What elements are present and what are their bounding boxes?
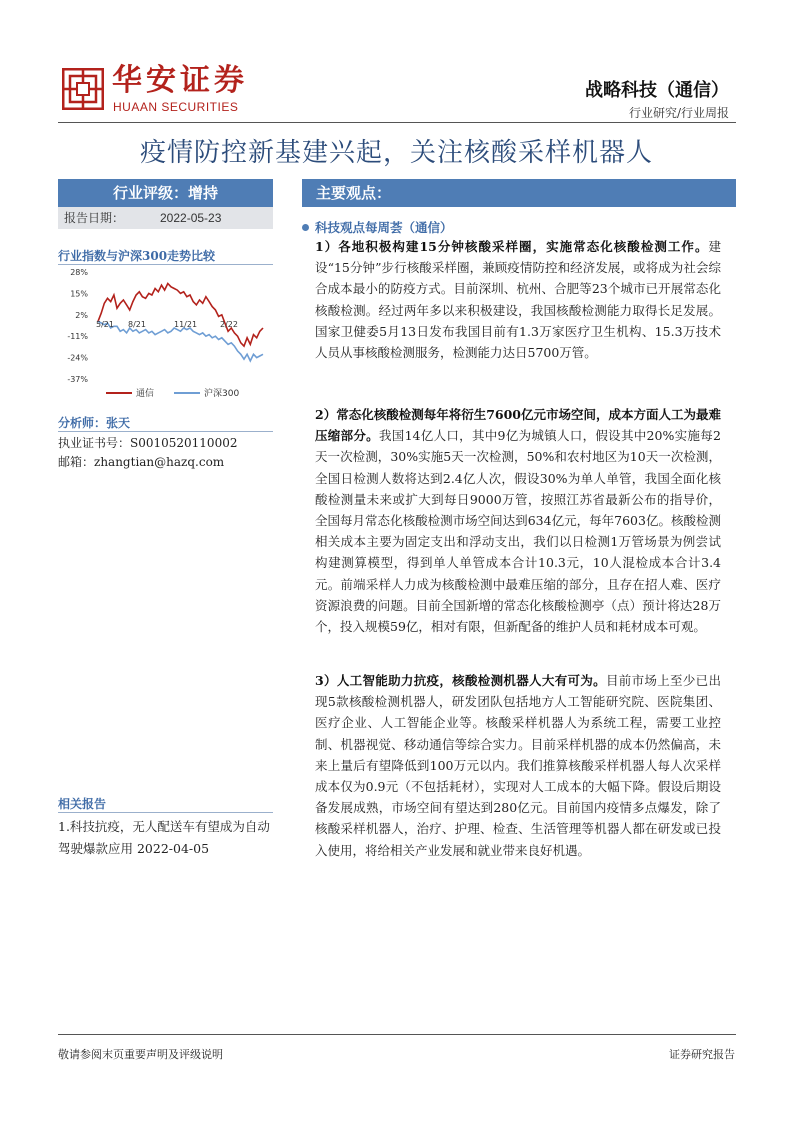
brand-name-cn: 华安证券 [112,63,248,98]
point-1-body: 建设“15分钟”步行核酸采样圈，兼顾疫情防控和经济发展，或将成为社会综合成本最小的防疫方式。目前深圳、杭州、合肥等23个城市已开展常态化核酸检测。经过两年多以来积极建设，我国核酸检测能力取得长足发展。国家卫健委5月13日发布我国目前有1.3万家医疗卫生机构、15.3万技术人员从事核酸检测服务，检测能力达日5700万管。 [315,239,721,361]
telecom-index-line [98,284,263,347]
report-date-row [58,207,273,229]
industry-rating: 行业评级：增持 [58,179,273,207]
point-2-paragraph [315,404,721,637]
key-points-header: 主要观点： [302,179,736,207]
company-logo [62,68,104,110]
y-tick-label: -11% [67,332,88,342]
y-tick-label: 2% [75,310,88,320]
x-tick-label: 8/21 [128,319,146,329]
analyst-rule [58,431,273,432]
report-headline: 疫情防控新基建兴起，关注核酸采样机器人 [139,138,653,168]
related-report-item[interactable]: 1.科技抗疫，无人配送车有望成为自动驾驶爆款应用 2022-04-05 [58,819,270,856]
analyst-title: 分析师：张天 [58,416,131,430]
chart-title: 行业指数与沪深300走势比较 [58,249,216,263]
header-divider [58,122,736,123]
footer-disclaimer: 敬请参阅末页重要声明及评级说明 [58,1048,223,1061]
point-2-body: 我国14亿人口，其中9亿为城镇人口，假设其中20%实施每2天一次检测，30%实施5天一次检测，50%和农村地区为10天一次检测，全国日检测人数将达到2.4亿人次，假设30%为单人单管，我国全面化核酸检测量未来或扩大到每日9000万管，按照江苏省最新公布的指导价，全国每月常态化核酸检测市场空间达到634亿元，每年7603亿。核酸检测相关成本主要为固定支出和浮动支出，我们以日检测1万管场景为例尝试构建测算模型，得到单人单管成本合计10.3元，10人混检成本合计3.4元。前端采样人力成为核酸检测中最难压缩的部分，且存在招人难、医疗资源浪费的问题。目前全国新增的常态化核酸检测亭（点）预计将达28万个，投入规模59亿，相对有限，但新配备的维护人员和耗材成本可观。 [315,428,721,635]
footer-divider [58,1034,736,1035]
point-1-heading: 1）各地积极构建15分钟核酸采样圈，实施常态化核酸检测工作。 [315,239,709,254]
report-date-label: 报告日期： [64,211,125,225]
bullet-dot-icon [302,224,309,231]
legend-label-telecom: 通信 [136,389,155,399]
weekly-views-title: 科技观点每周荟（通信） [315,220,453,235]
point-2-heading: 2）常态化核酸检测每年将衍生7600亿元市场空间，成本方面人工为最难压缩部分。 [315,407,721,444]
footer-label: 证券研究报告 [669,1048,735,1061]
legend-label-csi300: 沪深300 [204,389,240,399]
related-reports-title: 相关报告 [58,797,107,811]
y-tick-label: -37% [67,375,88,384]
x-tick-label: 5/21 [96,319,114,329]
point-1-paragraph [315,236,721,363]
sector-title: 战略科技（通信） [585,80,729,101]
x-tick-label: 11/21 [174,319,198,329]
point-3-paragraph [315,670,721,861]
point-3-heading: 3）人工智能助力抗疫，核酸检测机器人大有可为。 [315,673,606,688]
y-tick-label: 15% [70,289,88,299]
x-tick-label: 2/22 [220,319,238,329]
y-tick-label: 28% [70,268,88,277]
weekly-views-bullet [302,218,453,236]
related-reports-rule [58,812,273,813]
report-type: 行业研究/行业周报 [628,106,729,120]
point-3-body: 目前市场上至少已出现5款核酸检测机器人，研发团队包括地方人工智能研究院、医院集团、医疗企业、人工智能企业等。核酸采样机器人为系统工程，需要工业控制、机器视觉、移动通信等综合实力。目前采样机器的成本仍然偏高，未来上量后有望降低到100万元以内。我们推算核酸采样机器人每人次采样成本仅为0.9元（不包括耗材），实现对人工成本的大幅下降。假设后期设备发展成熟，市场空间有望达到280亿元。目前国内疫情多点爆发，除了核酸采样机器人，治疗、护理、检查、生活管理等机器人都在研发或已投入使用，将给相关产业发展和就业带来良好机遇。 [315,673,721,858]
brand-name-en: HUAAN SECURITIES [113,100,239,114]
analyst-email: 邮箱：zhangtian@hazq.com [58,455,225,469]
report-date-value: 2022-05-23 [160,211,222,225]
analyst-cert: 执业证书号：S0010520110002 [58,436,238,450]
y-tick-label: -24% [67,353,88,363]
index-comparison-chart [58,262,273,402]
